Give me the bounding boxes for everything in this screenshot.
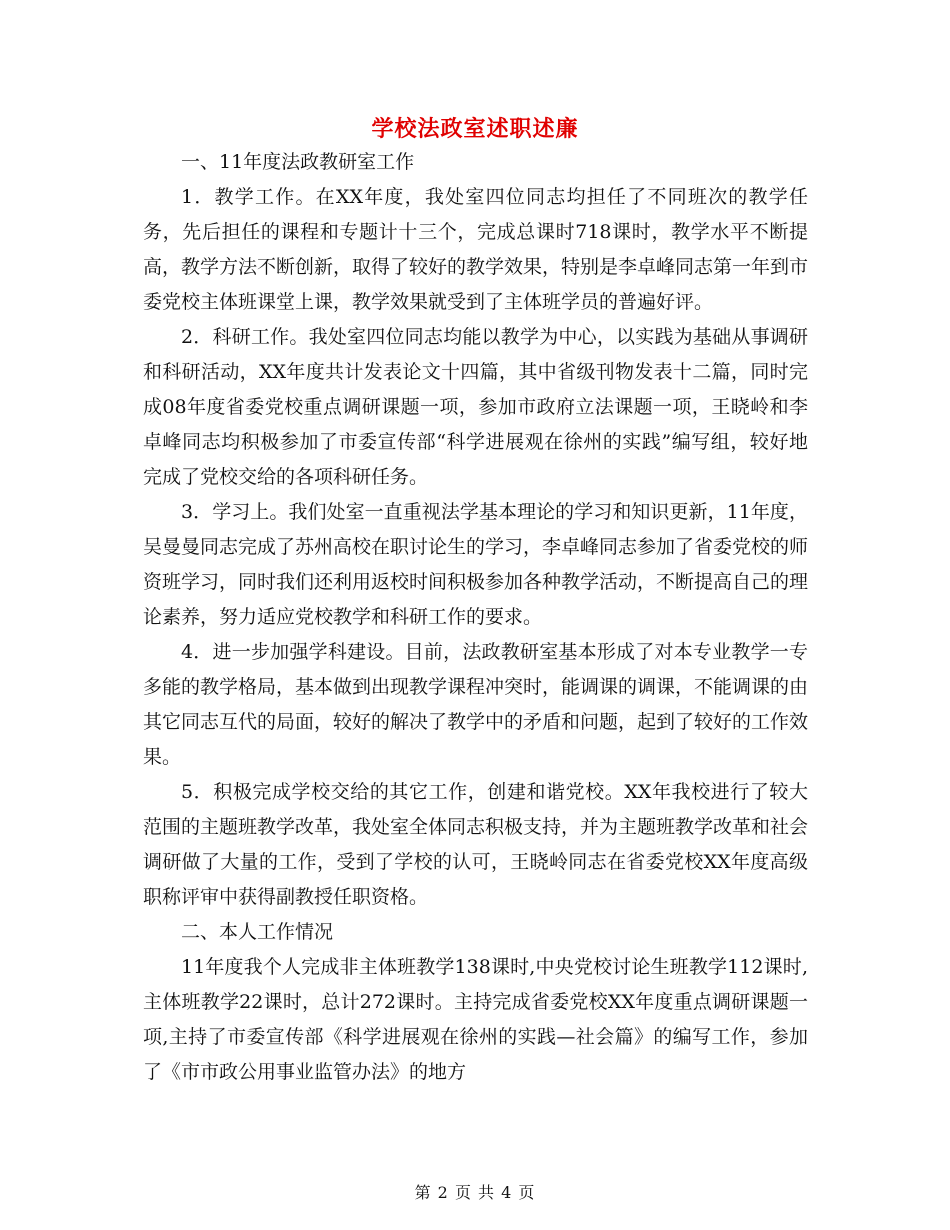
paragraph-discipline: 4．进一步加强学科建设。目前，法政教研室基本形成了对本专业教学一专多能的教学格局，基本做到出现教学课程冲突时，能调课的调课，不能调课的由其它同志互代的局面，较好的解决了教学中的矛盾和问题，起到了较好的工作效果。	[143, 641, 809, 768]
paragraph-teaching: 1．教学工作。在XX年度，我处室四位同志均担任了不同班次的教学任务，先后担任的课程和专题计十三个，完成总课时718课时，教学水平不断提高，教学方法不断创新，取得了较好的教学效果，特别是李卓峰同志第一年到市委党校主体班课堂上课，教学效果就受到了主体班学员的普遍好评。	[143, 186, 809, 313]
paragraph-study: 3．学习上。我们处室一直重视法学基本理论的学习和知识更新，11年度，吴曼曼同志完成了苏州高校在职讨论生的学习，李卓峰同志参加了省委党校的师资班学习，同时我们还利用返校时间积极参加各种教学活动，不断提高自己的理论素养，努力适应党校教学和科研工作的要求。	[143, 501, 809, 628]
paragraph-research: 2．科研工作。我处室四位同志均能以教学为中心，以实践为基础从事调研和科研活动，XX年度共计发表论文十四篇，其中省级刊物发表十二篇，同时完成08年度省委党校重点调研课题一项，参加市政府立法课题一项，王晓岭和李卓峰同志均积极参加了市委宣传部“科学进展观在徐州的实践”编写组，较好地完成了党校交给的各项科研任务。	[143, 326, 808, 488]
paragraph-other-work: 5．积极完成学校交给的其它工作，创建和谐党校。XX年我校进行了较大范围的主题班教学改革，我处室全体同志积极支持，并为主题班教学改革和社会调研做了大量的工作，受到了学校的认可，王晓岭同志在省委党校XX年度高级职称评审中获得副教授任职资格。	[143, 781, 809, 908]
section-heading-2: 二、本人工作情况	[181, 921, 334, 943]
document-body	[143, 145, 808, 1090]
section-heading-1: 一、11年度法政教研室工作	[181, 151, 415, 173]
page-number-footer: 第 2 页 共 4 页	[414, 1183, 536, 1202]
paragraph-personal-work: 11年度我个人完成非主体班教学138课时,中央党校讨论生班教学112课时,主体班教学22课时，总计272课时。主持完成省委党校XX年度重点调研课题一项,主持了市委宣传部《科学进展观在徐州的实践—社会篇》的编写工作，参加了《市市政公用事业监管办法》的地方	[143, 956, 808, 1083]
document-title: 学校法政室述职述廉	[371, 116, 579, 142]
